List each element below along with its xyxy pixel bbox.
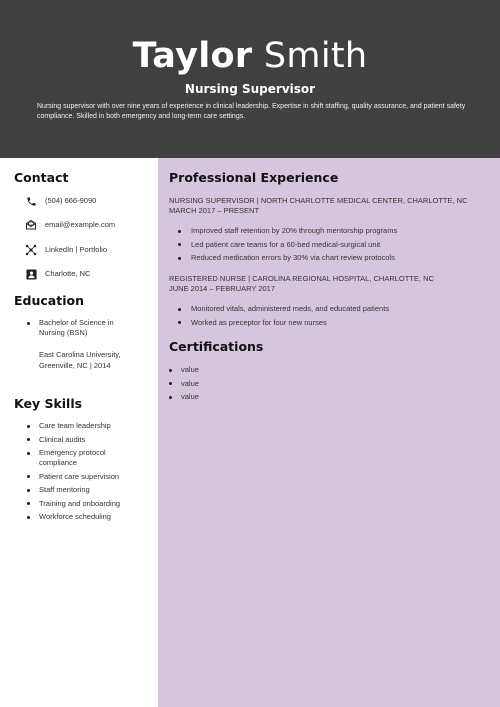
education-degree: Bachelor of Science in Nursing (BSN) (25, 318, 140, 338)
network-icon (25, 244, 37, 256)
list-item: Worked as preceptor for four new nurses (178, 318, 478, 328)
phone-number: (504) 666-9090 (45, 196, 97, 205)
last-name: Smith (263, 36, 368, 76)
education-heading: Education (14, 293, 84, 308)
education-list (25, 318, 140, 342)
location-text: Charlotte, NC (45, 269, 91, 278)
contact-heading: Contact (14, 170, 69, 185)
job-2-title: REGISTERED NURSE | CAROLINA REGIONAL HOSPITAL, CHARLOTTE, NC (169, 274, 434, 283)
list-item: Led patient care teams for a 60-bed medical-surgical unit (178, 240, 478, 250)
skills-list (25, 421, 140, 526)
list-item: Workforce scheduling (25, 512, 140, 522)
list-item: value (169, 392, 369, 402)
job-1-bullets (178, 226, 478, 267)
job-title: Nursing Supervisor (184, 82, 316, 96)
list-item: Emergency protocol compliance (25, 448, 140, 468)
list-item: Reduced medication errors by 30% via chart review protocols (178, 253, 478, 263)
job-2-header (169, 274, 484, 294)
list-item: Improved staff retention by 20% through mentorship programs (178, 226, 478, 236)
list-item: Monitored vitals, administered meds, and educated patients (178, 304, 478, 314)
location-icon (25, 268, 37, 280)
list-item: Patient care supervision (25, 472, 140, 482)
email-icon (25, 219, 37, 231)
first-name: Taylor (132, 36, 253, 76)
contact-links (25, 243, 107, 257)
job-1-dates: MARCH 2017 – PRESENT (169, 206, 260, 215)
job-2-dates: JUNE 2014 – FEBRUARY 2017 (169, 284, 276, 293)
list-item: Clinical audits (25, 435, 140, 445)
contact-location (25, 267, 91, 281)
contact-phone (25, 194, 97, 208)
certifications-heading: Certifications (169, 339, 264, 354)
list-item: Care team leadership (25, 421, 140, 431)
job-1-header (169, 196, 484, 216)
certifications-list (169, 365, 369, 406)
linkedin-portfolio: LinkedIn | Portfolio (45, 245, 107, 254)
candidate-name (0, 36, 500, 76)
resume-header (0, 0, 500, 158)
education-school: East Carolina University, Greenville, NC | 2014 (39, 350, 121, 370)
skills-heading: Key Skills (14, 396, 83, 411)
professional-summary: Nursing supervisor with over nine years of experience in clinical leadership. Expertise in shift staffing, quality assurance, and patient safety compliance. Skilled in both emergency and long-term care settings. (37, 103, 466, 120)
list-item: value (169, 365, 369, 375)
list-item: value (169, 379, 369, 389)
phone-icon (25, 195, 37, 207)
list-item: Staff mentoring (25, 485, 140, 495)
email-address: email@example.com (45, 220, 116, 229)
job-1-title: NURSING SUPERVISOR | NORTH CHARLOTTE MEDICAL CENTER, CHARLOTTE, NC (169, 196, 468, 205)
list-item: Training and onboarding (25, 499, 140, 509)
contact-email (25, 218, 116, 232)
job-2-bullets (178, 304, 478, 331)
experience-heading: Professional Experience (169, 170, 339, 185)
